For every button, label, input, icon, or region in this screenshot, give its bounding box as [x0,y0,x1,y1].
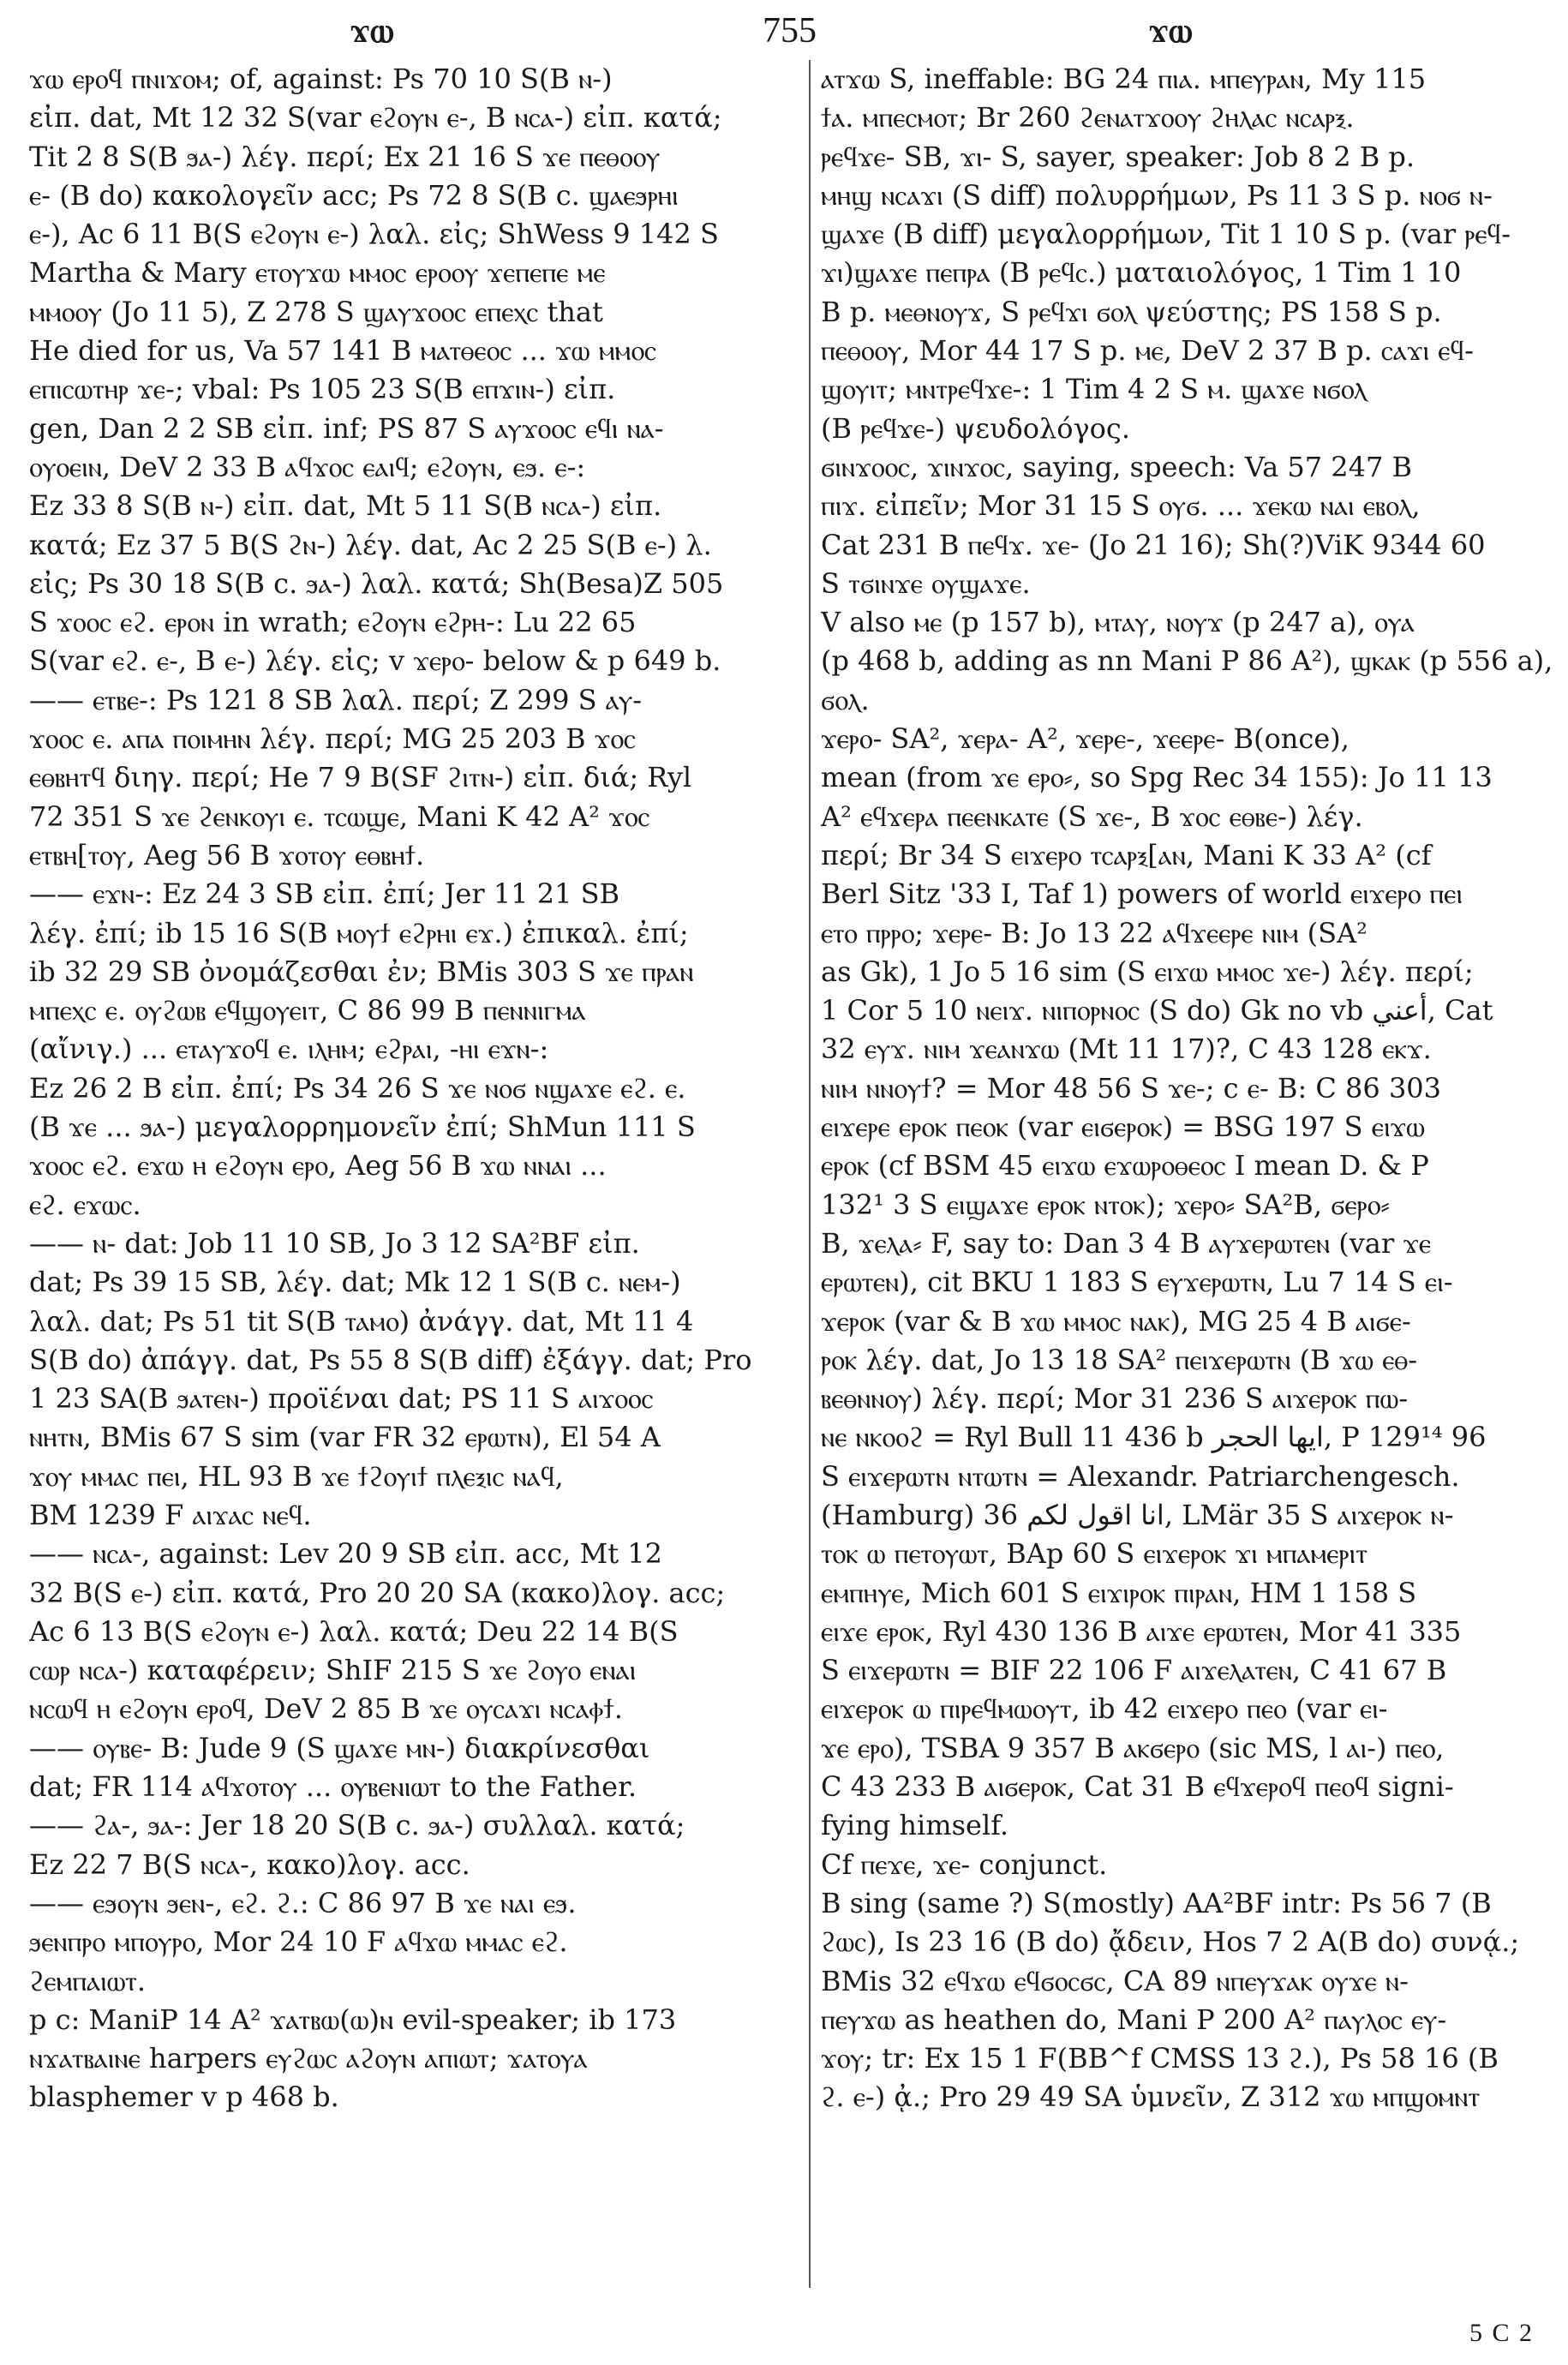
text-line: gen, Dan 2 2 SB εἰπ. inf; PS 87 S ⲁⲩϫⲟⲟⲥ ⲉϥⲓ ⲛⲁ- [29,411,664,445]
text-line: (p 468 b, adding as nn Mani P 86 A²), ϣⲕⲁⲕ (p 556 a), [821,644,1553,678]
text-line: ϯⲁ. ⲙⲡⲉⲥⲙⲟⲧ; Br 260 ϩⲉⲛⲁⲧϫⲟⲟⲩ ϩⲏⲗⲁⲥ ⲛⲥⲁⲣⲝ. [821,101,1355,135]
text-line: ⲡⲓϫ. εἰπεῖν; Mor 31 15 S ⲟⲩϭ. ... ϫⲉⲕⲱ ⲛⲁⲓ ⲉⲃⲟⲗ, [821,489,1421,523]
text-line: 1 23 SA(B ϧⲁⲧⲉⲛ-) προϊέναι dat; PS 11 S ⲁⲓϫⲟⲟⲥ [29,1382,654,1416]
running-head [0,10,1568,51]
text-line: ϫⲉ ⲉⲣⲟ), TSBA 9 357 B ⲁⲕϭⲉⲣⲟ (sic MS, l ⲁⲓ-) ⲡⲉⲟ, [821,1731,1445,1764]
text-line: ϫⲟⲟⲥ ⲉϩ. ⲉϫⲱ ⲏ ⲉϩⲟⲩⲛ ⲉⲣⲟ, Aeg 56 B ϫⲱ ⲛⲛⲁⲓ ... [29,1149,607,1182]
text-line: ϫⲟⲩ; tr: Ex 15 1 F(BB^f CMSS 13 ϩ.), Ps 58 16 (B [821,2042,1499,2075]
text-line: ⲙⲏϣ ⲛⲥⲁϫⲓ (S diff) πολυρρήμων, Ps 11 3 S p. ⲛⲟϭ ⲛ- [821,178,1493,212]
text-line: —— ⲉϧⲟⲩⲛ ϧⲉⲛ-, ⲉϩ. ϩ.: C 86 97 B ϫⲉ ⲛⲁⲓ ⲉϧ. [29,1886,577,1919]
text-line: (αἴνιγ.) ... ⲉⲧⲁⲩϫⲟϥ ⲉ. ⲓⲗⲏⲙ; ⲉϩⲣⲁⲓ, -ⲏⲓ ⲉϫⲛ-: [29,1033,549,1066]
head-word-left: ϫⲱ [350,10,394,51]
text-line: ⲉⲧⲟ ⲡⲣⲣⲟ; ϫⲉⲣⲉ- B: Jo 13 22 ⲁϥϫⲉⲉⲣⲉ ⲛⲓⲙ (SA² [821,916,1368,949]
text-line: ϭⲟⲗ. [821,683,870,716]
text-line: —— ⲟⲩⲃⲉ- B: Jude 9 (S ϣⲁϫⲉ ⲙⲛ-) διακρίνεσθαι [29,1731,650,1764]
text-line: ⲉⲡⲓⲥⲱⲧⲏⲣ ϫⲉ-; vbal: Ps 105 23 S(B ⲉⲡϫⲓⲛ-) εἰπ. [29,373,616,406]
text-line: S ⲧϭⲓⲛϫⲉ ⲟⲩϣⲁϫⲉ. [821,566,1031,600]
text-line: λαλ. dat; Ps 51 tit S(B ⲧⲁⲙⲟ) ἀνάγγ. dat, Mt 11 4 [29,1304,694,1338]
text-line: BM 1239 F ⲁⲓϫⲁⲥ ⲛⲉϥ. [29,1498,312,1531]
text-line: ⲟⲩⲟⲉⲓⲛ, DeV 2 33 B ⲁϥϫⲟⲥ ⲉⲁⲓϥ; ⲉϩⲟⲩⲛ, ⲉϧ. ⲉ-: [29,450,586,483]
text-line: ⲉⲓϫⲉⲣⲉ ⲉⲣⲟⲕ ⲡⲉⲟⲕ (var ⲉⲓϭⲉⲣⲟⲕ) = BSG 197 S ⲉⲓϫⲱ [821,1111,1425,1144]
text-line: ⲉ-), Ac 6 11 B(S ⲉϩⲟⲩⲛ ⲉ-) λαλ. εἰς; ShWess 9 142 S [29,218,719,251]
text-line: ϧⲉⲛⲡⲣⲟ ⲙⲡⲟⲩⲣⲟ, Mor 24 10 F ⲁϥϫⲱ ⲙⲙⲁⲥ ⲉϩ. [29,1925,568,1959]
text-line: Ac 6 13 B(S ⲉϩⲟⲩⲛ ⲉ-) λαλ. κατά; Deu 22 14 B(S [29,1614,679,1648]
text-line: ϫⲟⲟⲥ ⲉ. ⲁⲡⲁ ⲡⲟⲓⲙⲏⲛ λέγ. περί; MG 25 203 B ϫⲟⲥ [29,722,636,756]
text-line: Berl Sitz '33 I, Taf 1) powers of world ⲉⲓϫⲉⲣⲟ ⲡⲉⲓ [821,877,1463,911]
text-line: ⲉ- (B do) κακολογεῖν acc; Ps 72 8 S(B c. ϣⲁⲉϧⲣⲏⲓ [29,178,679,212]
text-line: S ⲉⲓϫⲉⲣⲱⲧⲛ ⲛⲧⲱⲧⲛ = Alexandr. Patriarchengesch. [821,1459,1460,1493]
text-line: ⲣⲟⲕ λέγ. dat, Jo 13 18 SA² ⲡⲉⲓϫⲉⲣⲱⲧⲛ (B ϫⲱ ⲉⲑ- [821,1343,1418,1376]
text-line: S ϫⲟⲟⲥ ⲉϩ. ⲉⲣⲟⲛ in wrath; ⲉϩⲟⲩⲛ ⲉϩⲣⲏ-: Lu 22 65 [29,606,637,639]
text-line: S(B do) ἀπάγγ. dat, Ps 55 8 S(B diff) ἐξάγγ. dat; Pro [29,1343,752,1376]
text-line: κατά; Ez 37 5 B(S ϩⲛ-) λέγ. dat, Ac 2 25 S(B ⲉ-) λ. [29,528,712,561]
text-line: λέγ. ἐπί; ib 15 16 S(B ⲙⲟⲩϯ ⲉϩⲣⲏⲓ ⲉϫ.) ἐπικαλ. ἐπί; [29,916,689,949]
text-line: Ez 33 8 S(B ⲛ-) εἰπ. dat, Mt 5 11 S(B ⲛⲥⲁ-) εἰπ. [29,489,662,523]
text-line: ϩ. ⲉ-) ᾀ.; Pro 29 49 SA ὑμνεῖν, Z 312 ϫⲱ ⲙⲡϣⲟⲙⲛⲧ [821,2081,1481,2114]
text-line: 72 351 S ϫⲉ ϩⲉⲛⲕⲟⲩⲓ ⲉ. ⲧⲥⲱϣⲉ, Mani K 42 A² ϫⲟⲥ [29,799,650,833]
text-line: dat; FR 114 ⲁϥϫⲟⲧⲟⲩ ... ⲟⲩⲃⲉⲛⲓⲱⲧ to the Father. [29,1770,637,1804]
text-line: ϫⲟⲩ ⲙⲙⲁⲥ ⲡⲉⲓ, HL 93 B ϫⲉ ϯϩⲟⲩⲓϯ ⲡⲗⲉⲝⲓⲥ ⲛⲁϥ, [29,1459,564,1493]
text-line: Ez 22 7 B(S ⲛⲥⲁ-, κακο)λογ. acc. [29,1847,470,1881]
text-line: He died for us, Va 57 141 B ⲙⲁⲧⲑⲉⲟⲥ ... ϫⲱ ⲙⲙⲟⲥ [29,334,657,368]
text-line: ⲉⲧⲃⲏ[ⲧⲟⲩ, Aeg 56 B ϫⲟⲧⲟⲩ ⲉⲑⲃⲏϯ. [29,838,425,871]
text-line: ⲡⲉⲑⲟⲟⲩ, Mor 44 17 S p. ⲙⲉ, DeV 2 37 B p. ⲥⲁϫⲓ ⲉϥ- [821,334,1474,368]
text-line: —— ⲛ- dat: Job 11 10 SB, Jo 3 12 SA²BF εἰπ. [29,1226,640,1260]
text-line: Ez 26 2 B εἰπ. ἐπί; Ps 34 26 S ϫⲉ ⲛⲟϭ ⲛϣⲁϫⲉ ⲉϩ. ⲉ. [29,1071,686,1105]
right-column [821,60,1553,2288]
text-line: ⲉⲓϫⲉⲣⲟⲕ ⲱ ⲡⲓⲣⲉϥⲙⲱⲟⲩⲧ, ib 42 ⲉⲓϫⲉⲣⲟ ⲡⲉⲟ (var ⲉⲓ- [821,1692,1388,1726]
column-divider [809,60,811,2288]
text-line: 132¹ 3 S ⲉⲓϣⲁϫⲉ ⲉⲣⲟⲕ ⲛⲧⲟⲕ); ϫⲉⲣⲟ⸗ SA²B, ϭⲉⲣⲟ⸗ [821,1188,1390,1221]
text-line: (B ⲣⲉϥϫⲉ-) ψευδολόγος. [821,411,1131,445]
text-line: ⲉⲣⲟⲕ (cf BSM 45 ⲉⲓϫⲱ ⲉϫⲱⲣⲟⲑⲉⲟⲥ I mean D. & P [821,1149,1429,1182]
text-line: S(var ⲉϩ. ⲉ-, B ⲉ-) λέγ. εἰς; v ϫⲉⲣⲟ- below & p 649 b. [29,644,721,678]
text-line: Cat 231 B ⲡⲉϥϫ. ϫⲉ- (Jo 21 16); Sh(?)ViK 9344 60 [821,528,1486,561]
text-line: B p. ⲙⲉⲑⲛⲟⲩϫ, S ⲣⲉϥϫⲓ ϭⲟⲗ ψεύστης; PS 158 S p. [821,295,1442,328]
page-number: 755 [763,11,817,51]
text-line: ⲉⲑⲃⲏⲧϥ διηγ. περί; He 7 9 B(SF ϩⲓⲧⲛ-) εἰπ. διά; Ryl [29,761,692,794]
text-line: (B ϫⲉ ... ϧⲁ-) μεγαλορρημονεῖν ἐπί; ShMun 111 S [29,1111,696,1144]
printer-signature: 5 C 2 [1469,2319,1534,2347]
text-line: ⲛⲏⲧⲛ, BMis 67 S sim (var FR 32 ⲉⲣⲱⲧⲛ), El 54 A [29,1421,661,1454]
text-line: ⲛⲥⲱϥ ⲏ ⲉϩⲟⲩⲛ ⲉⲣⲟϥ, DeV 2 85 B ϫⲉ ⲟⲩⲥⲁϫⲓ ⲛⲥⲁⲫϯ. [29,1692,623,1726]
text-line: Tit 2 8 S(B ϧⲁ-) λέγ. περί; Ex 21 16 S ϫⲉ ⲡⲉⲑⲟⲟⲩ [29,140,661,173]
text-line: Cf ⲡⲉϫⲉ, ϫⲉ- conjunct. [821,1847,1108,1881]
text-line: ⲛϫⲁⲧⲃⲁⲓⲛⲉ harpers ⲉⲩϩⲱⲥ ⲁϩⲟⲩⲛ ⲁⲡⲓⲱⲧ; ϫⲁⲧⲟⲩⲁ [29,2042,588,2075]
text-line: ϩⲉⲙⲡⲁⲓⲱⲧ. [29,1964,147,1997]
text-line: 32 ⲉⲩϫ. ⲛⲓⲙ ϫⲉⲁⲛϫⲱ (Mt 11 17)?, C 43 128 ⲉⲕϫ. [821,1033,1432,1066]
text-line: ⲃⲉⲑⲛⲛⲟⲩ) λέγ. περί; Mor 31 236 S ⲁⲓϫⲉⲣⲟⲕ ⲡⲱ- [821,1382,1409,1416]
text-line: —— ⲉϫⲛ-: Ez 24 3 SB εἰπ. ἐπί; Jer 11 21 SB [29,877,620,911]
text-line: —— ⲉⲧⲃⲉ-: Ps 121 8 SB λαλ. περί; Z 299 S ⲁⲩ- [29,683,643,716]
text-line: BMis 32 ⲉϥϫⲱ ⲉϥϭⲟⲥϭⲥ, CA 89 ⲛⲡⲉⲩϫⲁⲕ ⲟⲩϫⲉ ⲛ- [821,1964,1409,1997]
text-line: V also ⲙⲉ (p 157 b), ⲙⲧⲁⲩ, ⲛⲟⲩϫ (p 247 a), ⲟⲩⲁ [821,606,1415,639]
text-line: ib 32 29 SB ὀνομάζεσθαι ἐν; BMis 303 S ϫⲉ ⲡⲣⲁⲛ [29,955,694,988]
text-line: ⲉⲓϫⲉ ⲉⲣⲟⲕ, Ryl 430 136 B ⲁⲓϫⲉ ⲉⲣⲱⲧⲉⲛ, Mor 41 335 [821,1614,1462,1648]
text-line: mean (from ϫⲉ ⲉⲣⲟ⸗, so Spg Rec 34 155): Jo 11 13 [821,761,1493,794]
text-line: ⲥⲱⲣ ⲛⲥⲁ-) καταφέρειν; ShIF 215 S ϫⲉ ϩⲟⲩⲟ ⲉⲛⲁⲓ [29,1654,637,1687]
text-line: B sing (same ?) S(mostly) AA²BF intr: Ps 56 7 (B [821,1886,1492,1919]
text-line: ⲙⲙⲟⲟⲩ (Jo 11 5), Z 278 S ϣⲁⲩϫⲟⲟⲥ ⲉⲡⲉⲭⲥ that [29,295,603,328]
text-line: ⲙⲡⲉⲭⲥ ⲉ. ⲟⲩϩⲱⲃ ⲉϥϣⲟⲩⲉⲓⲧ, C 86 99 B ⲡⲉⲛⲛⲓⲅⲙⲁ [29,994,586,1027]
text-line: ⲁⲧϫⲱ S, ineffable: BG 24 ⲡⲓⲁ. ⲙⲡⲉⲩⲣⲁⲛ, My 115 [821,63,1427,95]
text-line: ϫⲓ)ϣⲁϫⲉ ⲡⲉⲡⲣⲁ (B ⲣⲉϥⲥ.) ματαιολόγος, 1 Tim 1 10 [821,256,1462,290]
text-line: ⲧⲟⲕ ⲱ ⲡⲉⲧⲟⲩⲱⲧ, BAp 60 S ⲉⲓϫⲉⲣⲟⲕ ϫⲓ ⲙⲡⲁⲙⲉⲣⲓⲧ [821,1537,1368,1571]
text-line: εἰπ. dat, Mt 12 32 S(var ⲉϩⲟⲩⲛ ⲉ-, B ⲛⲥⲁ-) εἰπ. κατά; [29,101,722,135]
left-column [29,60,800,2288]
text-line: ϫⲉⲣⲟⲕ (var & B ϫⲱ ⲙⲙⲟⲥ ⲛⲁⲕ), MG 25 4 B ⲁⲓϭⲉ- [821,1304,1411,1338]
text-line: ⲉⲣⲱⲧⲉⲛ), cit BKU 1 183 S ⲉⲩϫⲉⲣⲱⲧⲛ, Lu 7 14 S ⲉⲓ- [821,1266,1453,1299]
head-word-right: ϫⲱ [1148,10,1193,51]
text-line: p c: ManiP 14 A² ϫⲁⲧⲃⲱ(ⲱ)ⲛ evil-speaker; ib 173 [29,2003,677,2036]
text-line: ⲣⲉϥϫⲉ- SB, ϫⲓ- S, sayer, speaker: Job 8 2 B p. [821,140,1415,173]
text-line: περί; Br 34 S ⲉⲓϫⲉⲣⲟ ⲧⲥⲁⲣⲝ[ⲁⲛ, Mani K 33 A² (cf [821,838,1432,871]
text-line: 1 Cor 5 10 ⲛⲉⲓϫ. ⲛⲓⲡⲟⲣⲛⲟⲥ (S do) Gk no vb أعني, Cat [821,994,1493,1027]
text-line: —— ⲛⲥⲁ-, against: Lev 20 9 SB εἰπ. acc, Mt 12 [29,1537,663,1571]
text-line: ⲛⲓⲙ ⲛⲛⲟⲩϯ? = Mor 48 56 S ϫⲉ-; c ⲉ- B: C 86 303 [821,1071,1442,1105]
text-line: —— ϩⲁ-, ϧⲁ-: Jer 18 20 S(B c. ϧⲁ-) συλλαλ. κατά; [29,1809,685,1842]
text-line: dat; Ps 39 15 SB, λέγ. dat; Mk 12 1 S(B c. ⲛⲉⲙ-) [29,1266,681,1299]
text-line: ϩⲱⲥ), Is 23 16 (B do) ᾄδειν, Hos 7 2 A(B do) συνᾴ.; [821,1925,1520,1959]
text-line: fying himself. [821,1809,1009,1842]
text-line: ⲡⲉⲩϫⲱ as heathen do, Mani P 200 A² ⲡⲁⲩⲗⲟⲥ ⲉⲩ- [821,2003,1447,2036]
text-line: 32 B(S ⲉ-) εἰπ. κατά, Pro 20 20 SA (κακο)λογ. acc; [29,1576,726,1609]
text-line: C 43 233 B ⲁⲓϭⲉⲣⲟⲕ, Cat 31 B ⲉϥϫⲉⲣⲟϥ ⲡⲉⲟϥ signi- [821,1770,1454,1804]
text-line: S ⲉⲓϫⲉⲣⲱⲧⲛ = BIF 22 106 F ⲁⲓϫⲉⲗⲁⲧⲉⲛ, C 41 67 B [821,1654,1447,1687]
text-line: Martha & Mary ⲉⲧⲟⲩϫⲱ ⲙⲙⲟⲥ ⲉⲣⲟⲟⲩ ϫⲉⲡⲉⲡⲉ ⲙⲉ [29,256,606,290]
text-line: ϣⲟⲩⲓⲧ; ⲙⲛⲧⲣⲉϥϫⲉ-: 1 Tim 4 2 S ⲙ. ϣⲁϫⲉ ⲛϭⲟⲗ [821,373,1367,406]
text-line: ϫⲱ ⲉⲣⲟϥ ⲡⲛⲓϫⲟⲙ; of, against: Ps 70 10 S(B ⲛ-) [29,63,613,95]
text-line: ⲉϩ. ⲉϫⲱⲥ. [29,1188,141,1221]
text-line: B, ϫⲉⲗⲁ⸗ F, say to: Dan 3 4 B ⲁⲩϫⲉⲣⲱⲧⲉⲛ (var ϫⲉ [821,1226,1432,1260]
text-line: (Hamburg) 36 انا اقول لكم, LMär 35 S ⲁⲓϫⲉⲣⲟⲕ ⲛ- [821,1498,1454,1531]
text-line: εἰς; Ps 30 18 S(B c. ϧⲁ-) λαλ. κατά; Sh(Besa)Z 505 [29,566,724,600]
text-line: ⲛⲉ ⲛⲕⲟⲟϩ = Ryl Bull 11 436 b ايها الحجر, P 129¹⁴ 96 [821,1421,1487,1454]
text-line: blasphemer v p 468 b. [29,2081,339,2114]
text-line: A² ⲉϥϫⲉⲣⲁ ⲡⲉⲉⲛⲕⲁⲧⲉ (S ϫⲉ-, B ϫⲟⲥ ⲉⲑⲃⲉ-) λέγ. [821,799,1363,833]
text-line: ϫⲉⲣⲟ- SA², ϫⲉⲣⲁ- A², ϫⲉⲣⲉ-, ϫⲉⲉⲣⲉ- B(once), [821,722,1350,756]
text-line: ϭⲓⲛϫⲟⲟⲥ, ϫⲓⲛϫⲟⲥ, saying, speech: Va 57 247 B [821,450,1412,483]
text-line: ⲉⲙⲡⲏⲩⲉ, Mich 601 S ⲉⲓϫⲓⲣⲟⲕ ⲡⲓⲣⲁⲛ, HM 1 158 S [821,1576,1417,1609]
text-line: as Gk), 1 Jo 5 16 sim (S ⲉⲓϫⲱ ⲙⲙⲟⲥ ϫⲉ-) λέγ. περί; [821,955,1474,988]
text-line: ϣⲁϫⲉ (B diff) μεγαλορρήμων, Tit 1 10 S p. (var ⲣⲉϥ- [821,218,1511,251]
